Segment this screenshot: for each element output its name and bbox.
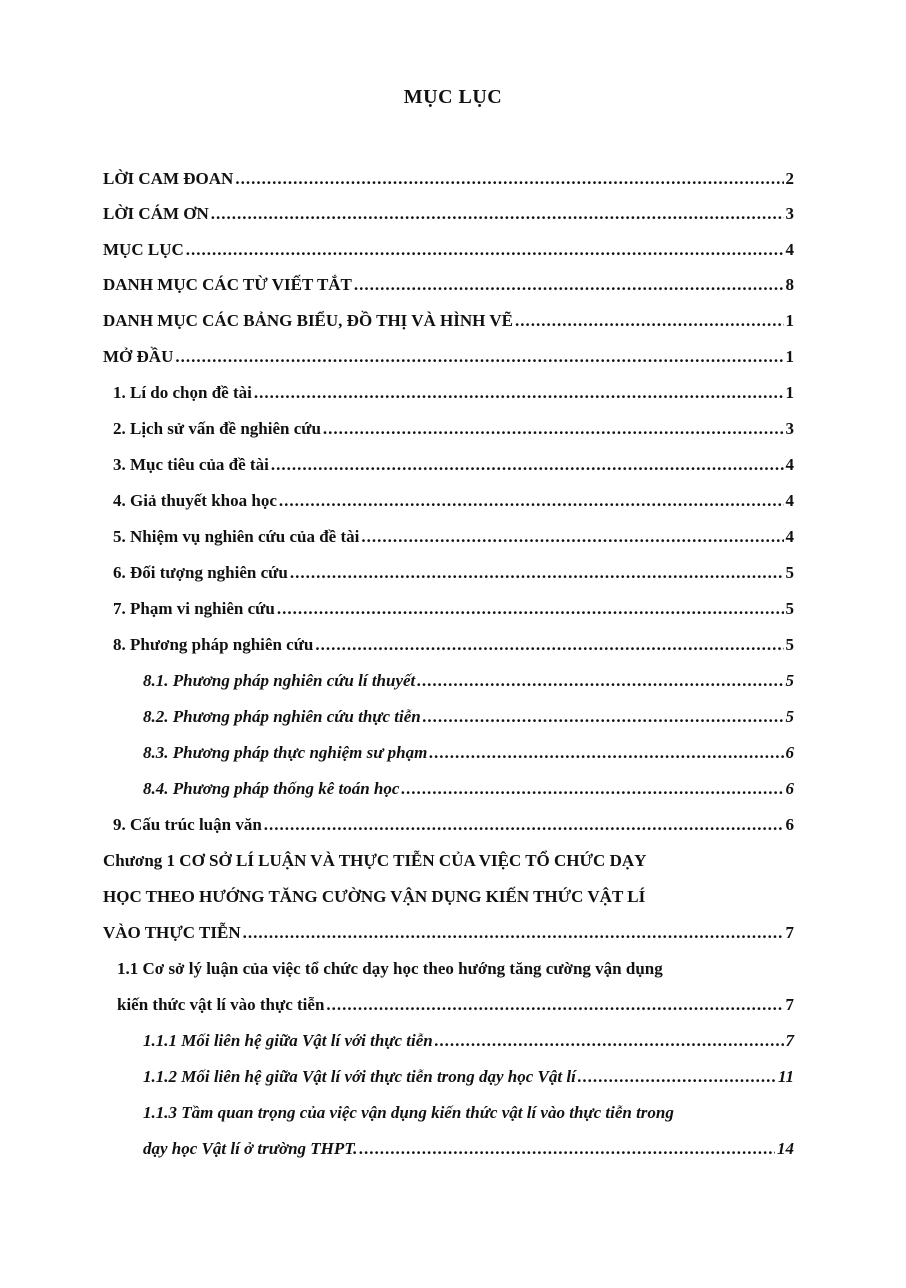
toc-entry-section-1[interactable] xyxy=(113,382,794,404)
toc-leader-dots xyxy=(401,778,783,800)
toc-entry-label: 8.4. Phương pháp thống kê toán học xyxy=(143,779,400,798)
toc-leader-dots xyxy=(435,1030,784,1052)
toc-entry-muc-luc[interactable] xyxy=(103,239,794,261)
toc-entry-mo-dau[interactable] xyxy=(103,346,794,368)
toc-page-number: 5 xyxy=(785,599,794,618)
toc-entry-label: 1.1.1 Mối liên hệ giữa Vật lí với thực tiễn xyxy=(143,1031,433,1050)
toc-entry-label: MỞ ĐẦU xyxy=(103,347,174,366)
toc-page-number: 14 xyxy=(777,1139,794,1158)
toc-entry-label: 9. Cấu trúc luận văn xyxy=(113,815,262,834)
toc-leader-dots xyxy=(423,706,784,728)
toc-entry-section-3[interactable] xyxy=(113,454,794,476)
toc-entry-1-1-line-1[interactable]: 1.1 Cơ sở lý luận của việc tổ chức dạy học theo hướng tăng cường vận dụng xyxy=(117,959,663,978)
toc-entry-label: 7. Phạm vi nghiên cứu xyxy=(113,599,275,618)
toc-leader-dots xyxy=(243,922,784,944)
toc-leader-dots xyxy=(279,490,784,512)
toc-leader-dots xyxy=(359,1138,775,1160)
toc-page-number: 6 xyxy=(785,815,794,834)
toc-leader-dots xyxy=(417,670,783,692)
toc-entry-section-9[interactable] xyxy=(113,814,794,836)
toc-entry-section-5[interactable] xyxy=(113,526,794,548)
toc-entry-section-2[interactable] xyxy=(113,418,794,440)
toc-entry-label: 1.1.2 Mối liên hệ giữa Vật lí với thực tiễn trong dạy học Vật lí xyxy=(143,1067,576,1086)
toc-leader-dots xyxy=(326,994,783,1016)
toc-page-number: 11 xyxy=(777,1067,794,1086)
toc-entry-loi-cam-doan[interactable] xyxy=(103,168,794,190)
toc-page-number: 7 xyxy=(785,1031,794,1050)
toc-entry-section-6[interactable] xyxy=(113,562,794,584)
toc-leader-dots xyxy=(235,168,783,190)
toc-entry-label: kiến thức vật lí vào thực tiễn xyxy=(117,995,325,1014)
toc-entry-section-8-1[interactable] xyxy=(143,670,794,692)
toc-entry-danh-muc-tu-viet-tat[interactable] xyxy=(103,274,794,296)
toc-entry-label: LỜI CAM ĐOAN xyxy=(103,169,234,188)
toc-entry-label: VÀO THỰC TIỄN xyxy=(103,923,241,942)
toc-leader-dots xyxy=(361,526,783,548)
toc-entry-section-4[interactable] xyxy=(113,490,794,512)
toc-page-number: 5 xyxy=(785,671,794,690)
toc-page-number: 3 xyxy=(785,419,794,438)
toc-entry-chuong-1-line-1[interactable]: Chương 1 CƠ SỞ LÍ LUẬN VÀ THỰC TIỄN CỦA VIỆC TỔ CHỨC DẠY xyxy=(103,851,647,870)
toc-page-number: 5 xyxy=(785,635,794,654)
toc-entry-1-1-1[interactable] xyxy=(143,1030,794,1052)
toc-entry-loi-cam-on[interactable] xyxy=(103,203,794,225)
toc-page-number: 1 xyxy=(785,347,794,366)
toc-page-number: 7 xyxy=(785,995,794,1014)
toc-entry-chuong-1[interactable] xyxy=(103,922,794,944)
toc-leader-dots xyxy=(254,382,784,404)
toc-leader-dots xyxy=(277,598,784,620)
toc-entry-section-8[interactable] xyxy=(113,634,794,656)
toc-page-number: 4 xyxy=(785,527,794,546)
toc-leader-dots xyxy=(175,346,783,368)
toc-page-number: 5 xyxy=(785,707,794,726)
toc-leader-dots xyxy=(515,310,784,332)
toc-entry-label: 5. Nhiệm vụ nghiên cứu của đề tài xyxy=(113,527,360,546)
toc-page-number: 1 xyxy=(785,311,794,330)
toc-page-number: 1 xyxy=(785,383,794,402)
toc-page-number: 6 xyxy=(785,779,794,798)
toc-leader-dots xyxy=(323,418,784,440)
toc-page-number: 4 xyxy=(785,491,794,510)
toc-leader-dots xyxy=(354,274,784,296)
toc-entry-label: DANH MỤC CÁC BẢNG BIỂU, ĐỒ THỊ VÀ HÌNH VẼ xyxy=(103,311,513,330)
toc-page-number: 6 xyxy=(785,743,794,762)
toc-entry-label: 1. Lí do chọn đề tài xyxy=(113,383,252,402)
toc-entry-label: 3. Mục tiêu của đề tài xyxy=(113,455,269,474)
toc-entry-1-1-3-line-1[interactable]: 1.1.3 Tầm quan trọng của việc vận dụng kiến thức vật lí vào thực tiễn trong xyxy=(143,1103,674,1122)
toc-entry-1-1[interactable] xyxy=(117,994,794,1016)
toc-leader-dots xyxy=(290,562,784,584)
toc-entry-label: 6. Đối tượng nghiên cứu xyxy=(113,563,288,582)
toc-entry-label: 8.3. Phương pháp thực nghiệm sư phạm xyxy=(143,743,428,762)
page-title: MỤC LỤC xyxy=(403,86,503,108)
toc-page-number: 3 xyxy=(785,204,794,223)
toc-entry-label: LỜI CÁM ƠN xyxy=(103,204,209,223)
toc-entry-danh-muc-bang-bieu[interactable] xyxy=(103,310,794,332)
toc-entry-1-1-2[interactable] xyxy=(143,1066,794,1088)
toc-entry-label: 8.2. Phương pháp nghiên cứu thực tiễn xyxy=(143,707,421,726)
toc-page-number: 4 xyxy=(785,240,794,259)
toc-entry-label: dạy học Vật lí ở trường THPT. xyxy=(143,1139,358,1158)
toc-leader-dots xyxy=(315,634,783,656)
toc-leader-dots xyxy=(211,203,784,225)
toc-page-number: 7 xyxy=(785,923,794,942)
toc-entry-section-8-3[interactable] xyxy=(143,742,794,764)
toc-page-number: 2 xyxy=(785,169,794,188)
toc-entry-label: DANH MỤC CÁC TỪ VIẾT TẮT xyxy=(103,275,352,294)
toc-leader-dots xyxy=(186,239,784,261)
toc-entry-label: MỤC LỤC xyxy=(103,240,184,259)
toc-entry-section-7[interactable] xyxy=(113,598,794,620)
toc-entry-label: 4. Giả thuyết khoa học xyxy=(113,491,277,510)
toc-page-number: 4 xyxy=(785,455,794,474)
toc-leader-dots xyxy=(429,742,783,764)
toc-entry-label: 8. Phương pháp nghiên cứu xyxy=(113,635,314,654)
toc-leader-dots xyxy=(264,814,784,836)
toc-page-number: 8 xyxy=(785,275,794,294)
toc-entry-label: 2. Lịch sử vấn đề nghiên cứu xyxy=(113,419,321,438)
toc-leader-dots xyxy=(271,454,784,476)
toc-leader-dots xyxy=(578,1066,776,1088)
toc-entry-1-1-3[interactable] xyxy=(143,1138,794,1160)
toc-entry-chuong-1-line-2[interactable]: HỌC THEO HƯỚNG TĂNG CƯỜNG VẬN DỤNG KIẾN THỨC VẬT LÍ xyxy=(103,887,646,906)
toc-entry-section-8-2[interactable] xyxy=(143,706,794,728)
toc-entry-label: 8.1. Phương pháp nghiên cứu lí thuyết xyxy=(143,671,416,690)
toc-page-number: 5 xyxy=(785,563,794,582)
toc-entry-section-8-4[interactable] xyxy=(143,778,794,800)
